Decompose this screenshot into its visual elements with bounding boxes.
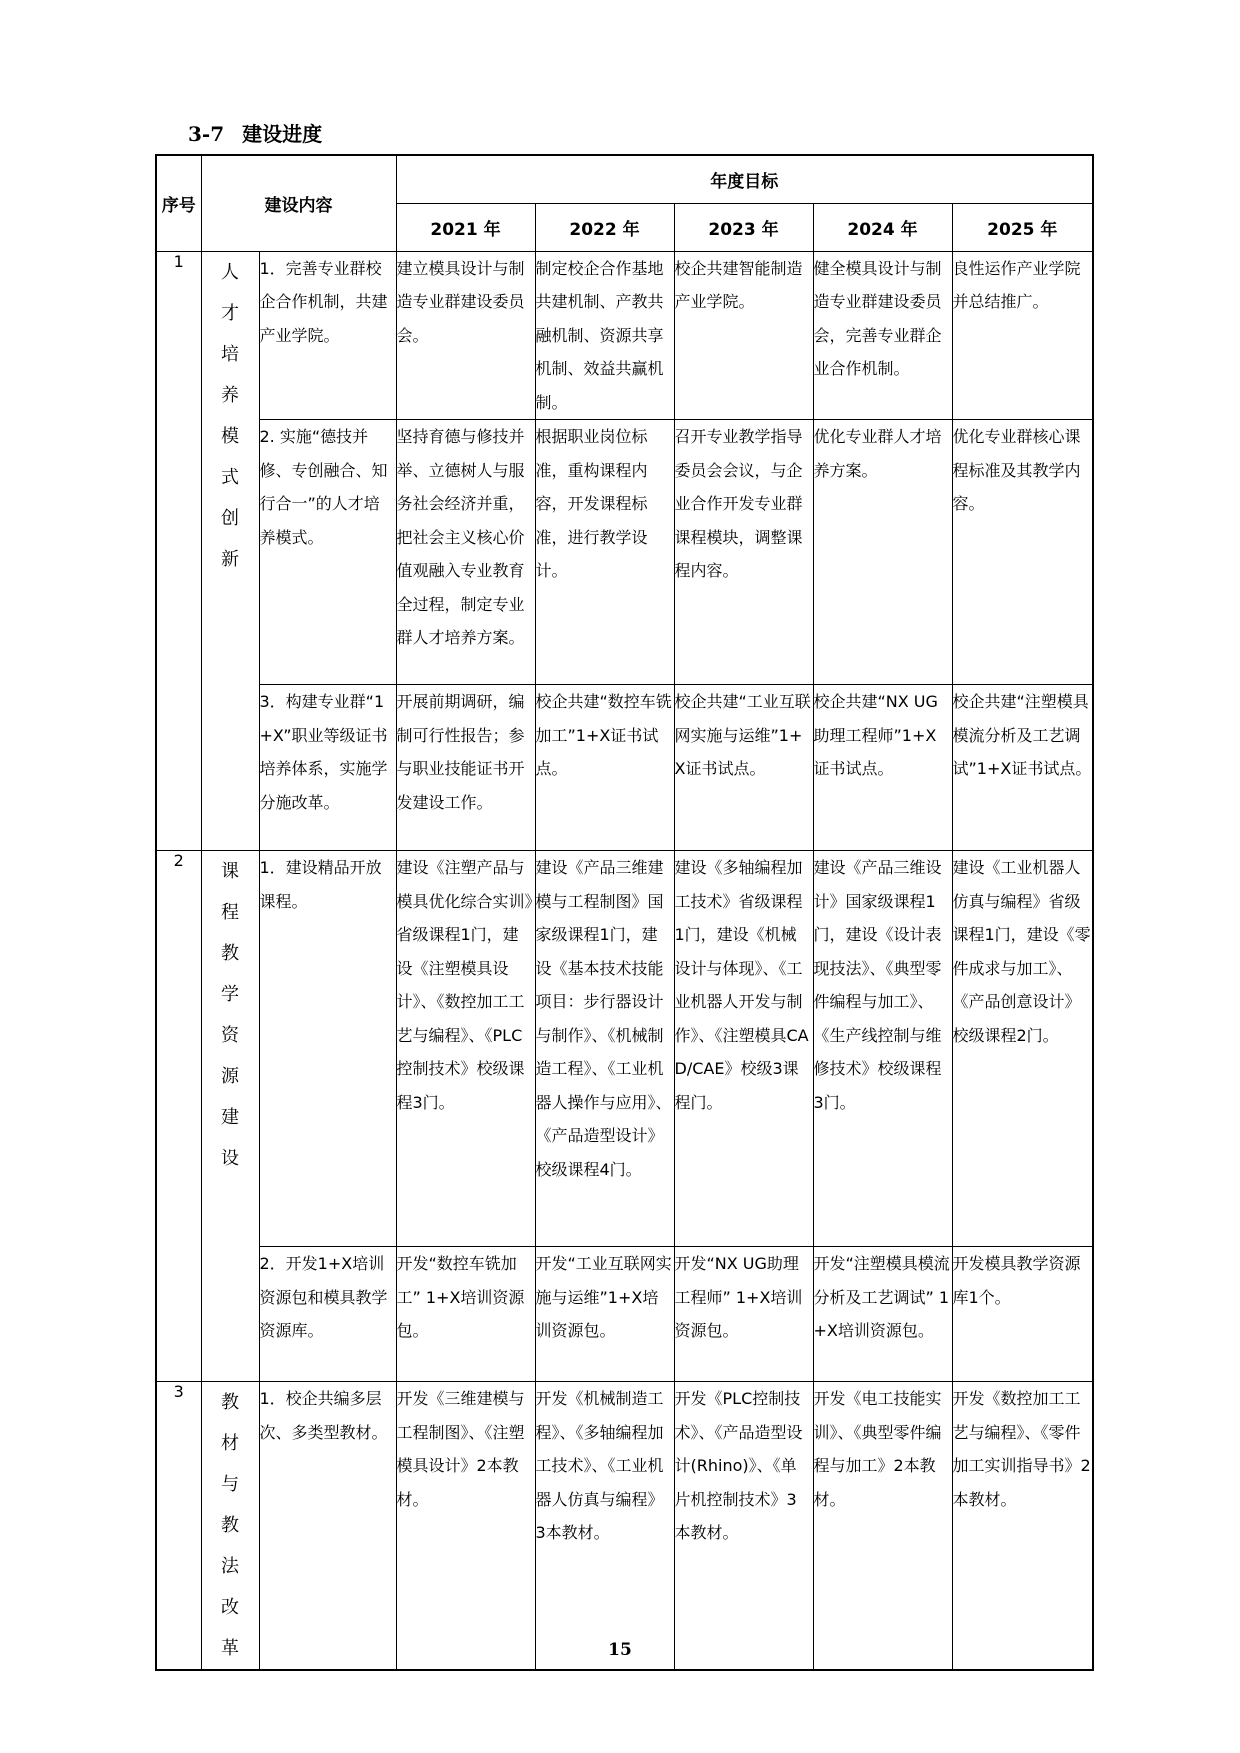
group-category: 教材与教法改革 xyxy=(201,1382,259,1671)
row-content: 3．构建专业群“1+X”职业等级证书培养体系，实施学分施改革。 xyxy=(259,685,396,851)
table-row xyxy=(156,685,1093,851)
table-row xyxy=(156,851,1093,1247)
year-cell: 开发《机械制造工程》、《多轴编程加工技术》、《工业机器人仿真与编程》3本教材。 xyxy=(535,1382,674,1671)
header-year-2023: 2023 年 xyxy=(674,203,813,251)
section-number: 3-7 xyxy=(188,122,225,146)
year-cell: 建设《注塑产品与模具优化综合实训》省级课程1门，建设《注塑模具设计》、《数控加工工艺与编程》、《PLC控制技术》校级课程3门。 xyxy=(396,851,535,1247)
table-row xyxy=(156,251,1093,420)
group-seq: 1 xyxy=(156,251,201,851)
year-cell: 建设《产品三维设计》国家级课程1门，建设《设计表现技法》、《典型零件编程与加工》、《生产线控制与维修技术》校级课程3门。 xyxy=(813,851,952,1247)
group-seq: 2 xyxy=(156,851,201,1382)
year-cell: 开发“注塑模具模流分析及工艺调试” 1+X培训资源包。 xyxy=(813,1247,952,1382)
group-category: 课程教学资源建设 xyxy=(201,851,259,1382)
year-cell: 开发“数控车铣加工” 1+X培训资源包。 xyxy=(396,1247,535,1382)
section-heading xyxy=(188,118,322,147)
year-cell: 开发《三维建模与工程制图》、《注塑模具设计》2本教材。 xyxy=(396,1382,535,1671)
row-content: 1．校企共编多层次、多类型教材。 xyxy=(259,1382,396,1671)
header-seq: 序号 xyxy=(156,155,201,251)
year-cell: 健全模具设计与制造专业群建设委员会，完善专业群企业合作机制。 xyxy=(813,251,952,420)
year-cell: 开发模具教学资源库1个。 xyxy=(952,1247,1093,1382)
year-cell: 根据职业岗位标准，重构课程内容，开发课程标准，进行教学设计。 xyxy=(535,420,674,685)
year-cell: 优化专业群人才培养方案。 xyxy=(813,420,952,685)
year-cell: 开展前期调研，编制可行性报告；参与职业技能证书开发建设工作。 xyxy=(396,685,535,851)
header-year-2024: 2024 年 xyxy=(813,203,952,251)
group-category: 人才培养模式创新 xyxy=(201,251,259,851)
header-year-2022: 2022 年 xyxy=(535,203,674,251)
section-title: 建设进度 xyxy=(242,122,323,146)
row-content: 2. 实施“德技并修、专创融合、知行合一”的人才培养模式。 xyxy=(259,420,396,685)
page-number: 15 xyxy=(608,1640,632,1660)
year-cell: 开发“工业互联网实施与运维”1+X培训资源包。 xyxy=(535,1247,674,1382)
year-cell: 制定校企合作基地共建机制、产教共融机制、资源共享机制、效益共赢机制。 xyxy=(535,251,674,420)
year-cell: 校企共建智能制造产业学院。 xyxy=(674,251,813,420)
header-target: 年度目标 xyxy=(396,155,1093,203)
year-cell: 校企共建“工业互联网实施与运维”1+X证书试点。 xyxy=(674,685,813,851)
row-content: 2．开发1+X培训资源包和模具教学资源库。 xyxy=(259,1247,396,1382)
year-cell: 校企共建“注塑模具模流分析及工艺调试”1+X证书试点。 xyxy=(952,685,1093,851)
year-cell: 坚持育德与修技并举、立德树人与服务社会经济并重，把社会主义核心价值观融入专业教育全过程，制定专业群人才培养方案。 xyxy=(396,420,535,685)
year-cell: 开发《数控加工工艺与编程》、《零件加工实训指导书》2本教材。 xyxy=(952,1382,1093,1671)
year-cell: 建设《多轴编程加工技术》省级课程1门，建设《机械设计与体现》、《工业机器人开发与制作》、《注塑模具CAD/CAE》校级3课程门。 xyxy=(674,851,813,1247)
year-cell: 建立模具设计与制造专业群建设委员会。 xyxy=(396,251,535,420)
year-cell: 开发《电工技能实训》、《典型零件编程与加工》2本教材。 xyxy=(813,1382,952,1671)
year-cell: 良性运作产业学院并总结推广。 xyxy=(952,251,1093,420)
year-cell: 开发《PLC控制技术》、《产品造型设计(Rhino)》、《单片机控制技术》3本教材。 xyxy=(674,1382,813,1671)
year-cell: 优化专业群核心课程标准及其教学内容。 xyxy=(952,420,1093,685)
table-row xyxy=(156,1247,1093,1382)
year-cell: 建设《产品三维建模与工程制图》国家级课程1门，建设《基本技术技能项目：步行器设计与制作》、《机械制造工程》、《工业机器人操作与应用》、《产品造型设计》校级课程4门。 xyxy=(535,851,674,1247)
header-year-2021: 2021 年 xyxy=(396,203,535,251)
row-content: 1．建设精品开放课程。 xyxy=(259,851,396,1247)
year-cell: 召开专业教学指导委员会会议，与企业合作开发专业群课程模块，调整课程内容。 xyxy=(674,420,813,685)
header-year-2025: 2025 年 xyxy=(952,203,1093,251)
year-cell: 校企共建“NX UG助理工程师”1+X证书试点。 xyxy=(813,685,952,851)
year-cell: 校企共建“数控车铣加工”1+X证书试点。 xyxy=(535,685,674,851)
progress-table xyxy=(155,154,1094,1671)
row-content: 1．完善专业群校企合作机制，共建产业学院。 xyxy=(259,251,396,420)
year-cell: 建设《工业机器人仿真与编程》省级课程1门，建设《零件成求与加工》、《产品创意设计》校级课程2门。 xyxy=(952,851,1093,1247)
table-row xyxy=(156,1382,1093,1671)
table-row xyxy=(156,420,1093,685)
group-seq: 3 xyxy=(156,1382,201,1671)
header-content: 建设内容 xyxy=(201,155,396,251)
year-cell: 开发“NX UG助理工程师” 1+X培训资源包。 xyxy=(674,1247,813,1382)
